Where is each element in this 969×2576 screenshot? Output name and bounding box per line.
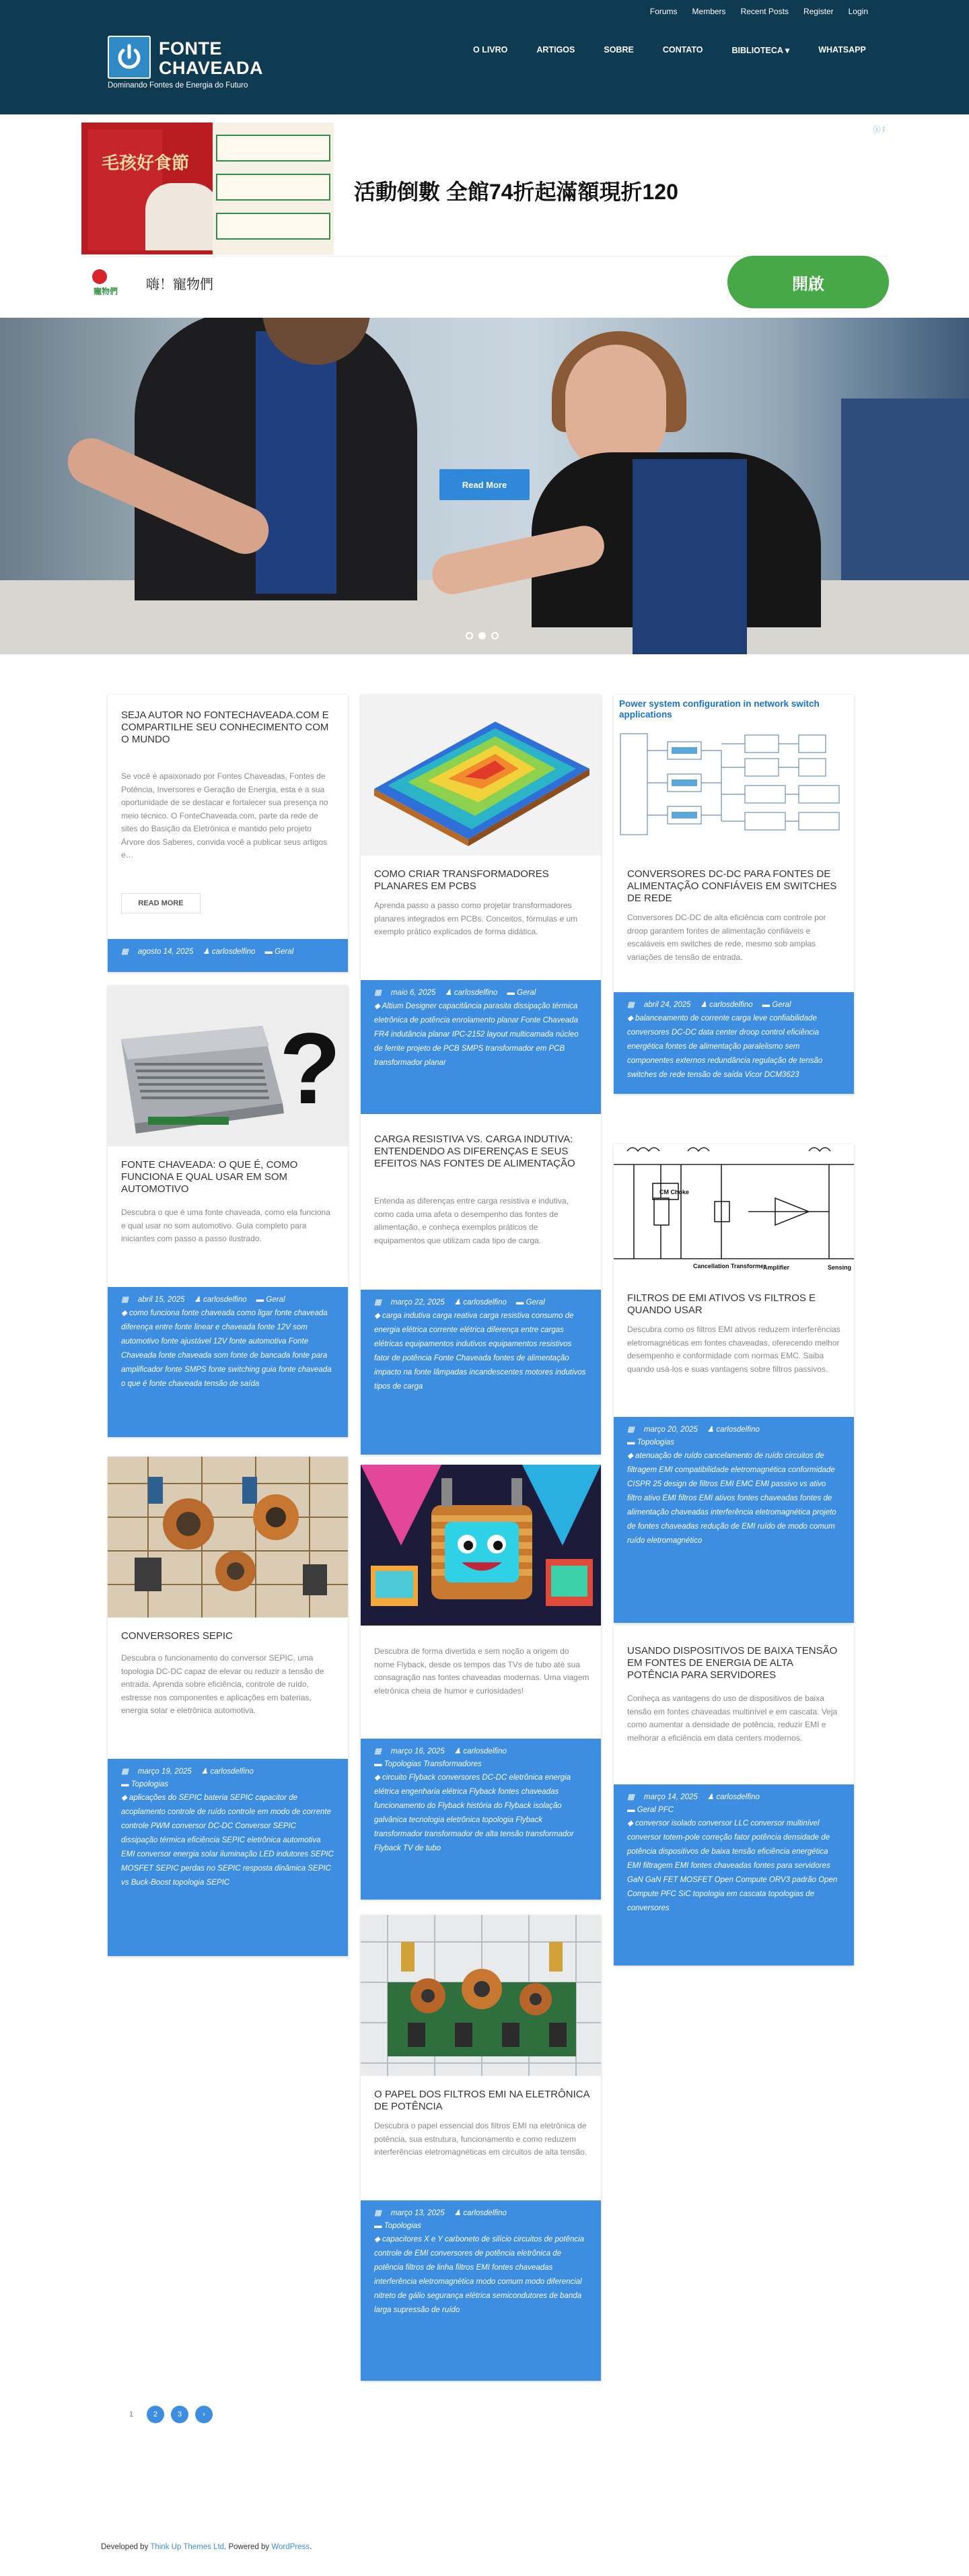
post-title[interactable]: COMO CRIAR TRANSFORMADORES PLANARES EM PCBS bbox=[374, 868, 549, 892]
post-tags[interactable]: ◆ capacitores X e Y carboneto de silício circuitos de potência controle de EMI conversores de potência eletrônica de potência filtros de linha filtros EMI fontes chaveadas interferência eletromagnética modo comum modo diferencial nitreto de gálio segurança elétrica semicondutores de banda larga supressão de ruído bbox=[374, 2235, 585, 2314]
folder-icon: ▬ bbox=[121, 1780, 131, 1788]
calendar-icon: ▦ bbox=[374, 1747, 382, 1755]
slider-dot[interactable] bbox=[491, 632, 499, 639]
slider-dot-active[interactable] bbox=[478, 632, 486, 639]
post-title[interactable]: O PAPEL DOS FILTROS EMI NA ELETRÔNICA DE POTÊNCIA bbox=[374, 2089, 589, 2112]
post-category[interactable]: Geral PFC bbox=[637, 1806, 674, 1814]
post-card bbox=[108, 1457, 348, 1956]
post-excerpt: Aprenda passo a passo como projetar transformadores planares integrados em PCBs. Conceitos, fórmulas e um exemplo prático explicados de forma didática. bbox=[374, 901, 578, 936]
user-icon: ♟ bbox=[454, 1747, 464, 1755]
top-link-register[interactable]: Register bbox=[803, 7, 834, 16]
user-icon: ♟ bbox=[203, 948, 212, 956]
post-meta bbox=[614, 1417, 854, 1623]
post-meta bbox=[614, 1784, 854, 1965]
post-meta bbox=[361, 1290, 601, 1455]
nav-whatsapp[interactable]: WHATSAPP bbox=[818, 45, 866, 55]
tag-icon: ◆ bbox=[627, 1819, 636, 1827]
post-date[interactable]: março 16, 2025 bbox=[390, 1747, 445, 1755]
folder-icon: ▬ bbox=[627, 1438, 637, 1447]
post-tags[interactable]: ◆ balanceamento de corrente carga leve confiabilidade conversores DC-DC data center droop control eficiência energética fontes de alimentação paralelismo sem componentes externos redundância regulação de tensão switches de rede tensão de saída Vicor DCM3623 bbox=[627, 1014, 823, 1079]
image-label: Cancellation Transformer bbox=[693, 1263, 766, 1269]
top-link-members[interactable]: Members bbox=[692, 7, 726, 16]
site-logo[interactable] bbox=[108, 36, 151, 79]
calendar-icon: ▦ bbox=[627, 1426, 635, 1434]
user-icon: ♟ bbox=[700, 1001, 710, 1009]
tag-icon: ◆ bbox=[374, 1774, 383, 1782]
tag-icon: ◆ bbox=[374, 1312, 383, 1320]
post-image[interactable] bbox=[361, 1465, 601, 1626]
page-current: 1 bbox=[129, 2410, 134, 2418]
top-link-recent-posts[interactable]: Recent Posts bbox=[740, 7, 789, 16]
post-date[interactable]: maio 6, 2025 bbox=[390, 989, 436, 997]
page-link[interactable]: 2 bbox=[147, 2406, 164, 2423]
folder-icon: ▬ bbox=[264, 948, 275, 956]
post-excerpt: Descubra como os filtros EMI ativos reduzem interferências eletromagnéticas em fontes chaveadas, oferecendo melhor desempenho e conformidade com normas EMC. Saiba quando usá-los e suas vantagens sobre filtros passivos. bbox=[627, 1325, 840, 1374]
post-category[interactable]: Topologias bbox=[131, 1780, 168, 1788]
folder-icon: ▬ bbox=[507, 989, 517, 997]
calendar-icon: ▦ bbox=[374, 2209, 382, 2217]
user-icon: ♟ bbox=[454, 1298, 464, 1307]
post-title[interactable]: SEJA AUTOR NO FONTECHAVEADA.COM E COMPARTILHE SEU CONHECIMENTO COM O MUNDO bbox=[121, 709, 329, 745]
slider-dots bbox=[466, 632, 499, 639]
ad-info-icon[interactable]: ⓘ ⁝ bbox=[873, 126, 885, 134]
post-image[interactable] bbox=[614, 695, 854, 856]
next-page-arrow-icon[interactable]: › bbox=[195, 2406, 213, 2423]
site-tagline: Dominando Fontes de Energia do Futuro bbox=[108, 81, 248, 90]
footer-link-thinkup[interactable]: Think Up Themes Ltd bbox=[150, 2543, 225, 2551]
post-category[interactable]: Topologias Transformadores bbox=[384, 1760, 482, 1768]
calendar-icon: ▦ bbox=[374, 1298, 382, 1307]
post-image[interactable] bbox=[614, 1144, 854, 1305]
ad-image[interactable]: 毛孩好食節 bbox=[81, 123, 334, 254]
post-author[interactable]: carlosdelfino bbox=[463, 1747, 507, 1755]
post-title[interactable]: CONVERSORES SEPIC bbox=[121, 1630, 233, 1642]
folder-icon: ▬ bbox=[762, 1001, 773, 1009]
read-more-button[interactable]: READ MORE bbox=[121, 893, 201, 913]
post-tags[interactable]: ◆ conversor isolado conversor LLC conversor multinível conversor totem-pole correção fator potência densidade de potência dispositivos de baixa tensão eficiência energética EMI filtragem EMI fontes chaveadas fontes para servidores GaN GaN FET MOSFET Open Compute ORV3 padrão Open Compute PFC SiC topologia em cascata topologias de conversores bbox=[627, 1819, 838, 1912]
pagination bbox=[122, 2406, 213, 2423]
post-author[interactable]: carlosdelfino bbox=[211, 948, 256, 956]
post-tags[interactable]: ◆ carga indutiva carga reativa carga resistiva consumo de energia elétrica corrente elétrica diferença entre cargas elétricas equipamentos indutivos equipamentos resistivos fator de potência Fonte Chaveada fontes de alimentação impacto na fonte lâmpadas incandescentes motores indutivos tipos de carga bbox=[374, 1312, 586, 1391]
ad-open-button[interactable]: 開啟 bbox=[727, 256, 889, 308]
calendar-icon: ▦ bbox=[627, 1001, 635, 1009]
user-icon: ♟ bbox=[454, 2209, 464, 2217]
calendar-icon: ▦ bbox=[121, 948, 129, 956]
post-meta bbox=[108, 1287, 348, 1437]
folder-icon: ▬ bbox=[515, 1298, 526, 1307]
post-card bbox=[361, 1915, 601, 2381]
post-tags[interactable]: ◆ aplicações do SEPIC bateria SEPIC capacitor de acoplamento controle de ruído controle em modo de corrente controle PWM conversor DC-DC Conversor SEPIC dissipação térmica eficiência SEPIC eletrônica automotiva EMI conversor energia solar iluminação LED indutores SEPIC MOSFET SEPIC perdas no SEPIC resposta dinâmica SEPIC vs Buck-Boost topologia SEPIC bbox=[121, 1794, 334, 1887]
post-excerpt: Descubra o papel essencial dos filtros EMI na eletrônica de potência, sua estrutura, funcionamento e como reduzem interferências eletromagnéticas em circuitos de alta tensão. bbox=[374, 2121, 587, 2157]
tag-icon: ◆ bbox=[374, 1002, 382, 1010]
top-link-forums[interactable]: Forums bbox=[649, 7, 678, 16]
post-image[interactable] bbox=[361, 695, 601, 856]
post-author[interactable]: carlosdelfino bbox=[716, 1793, 760, 1801]
post-card bbox=[361, 695, 601, 1114]
post-title[interactable]: CARGA RESISTIVA VS. CARGA INDUTIVA: ENTENDENDO AS DIFERENÇAS E SEUS EFEITOS NAS FONTES DE ALIMENTAÇÃO bbox=[374, 1134, 575, 1169]
post-card bbox=[361, 1114, 601, 1455]
calendar-icon: ▦ bbox=[121, 1296, 129, 1304]
slider-dot[interactable] bbox=[466, 632, 473, 639]
post-date[interactable]: março 19, 2025 bbox=[137, 1768, 192, 1776]
post-title[interactable]: CONVERSORES DC-DC PARA FONTES DE ALIMENTAÇÃO CONFIÁVEIS EM SWITCHES DE REDE bbox=[627, 868, 837, 904]
post-excerpt: Se você é apaixonado por Fontes Chaveadas, Fontes de Potência, Inversores e Geração de Energia, esta é a sua oportunidade de se destacar e fortalecer sua presença no meio técnico. O FonteChaveada.com, parte da rede de sites do Basição da Eletrônica e mantido pelo projeto Árvore dos Saberes, convida você a publicar seus artigos e… bbox=[121, 771, 328, 860]
ad-brand-logo: 寵物們 bbox=[91, 267, 130, 298]
folder-icon: ▬ bbox=[374, 1760, 384, 1768]
image-label: Sensing bbox=[828, 1264, 852, 1271]
user-icon: ♟ bbox=[707, 1426, 717, 1434]
post-category[interactable]: Geral bbox=[772, 1001, 791, 1009]
folder-icon: ▬ bbox=[627, 1806, 637, 1814]
image-label: CM Choke bbox=[659, 1189, 690, 1195]
post-meta bbox=[108, 1759, 348, 1956]
post-author[interactable]: carlosdelfino bbox=[709, 1001, 753, 1009]
post-image[interactable] bbox=[361, 1915, 601, 2076]
page-link[interactable]: 3 bbox=[171, 2406, 188, 2423]
post-author[interactable]: carlosdelfino bbox=[454, 989, 498, 997]
post-date[interactable]: agosto 14, 2025 bbox=[137, 948, 194, 956]
tag-icon: ◆ bbox=[121, 1309, 130, 1317]
ad-subtitle: 嗨！寵物們 bbox=[146, 277, 213, 292]
post-tags[interactable]: ◆ atenuação de ruído cancelamento de ruído circuitos de filtragem EMI compatibilidade eletromagnética conformidade CISPR 25 design de filtros EMI EMC EMI passivo vs ativo filtro ativo EMI filtros EMI ativos fontes chaveadas fontes de alimentação chaveadas interferência eletromagnética projeto de fontes chaveadas redução de EMI ruído de modo comum ruído eletromagnético bbox=[627, 1452, 836, 1545]
post-meta bbox=[614, 992, 854, 1094]
post-category[interactable]: Geral bbox=[275, 948, 294, 956]
post-category[interactable]: Geral bbox=[526, 1298, 545, 1307]
post-date[interactable]: março 20, 2025 bbox=[643, 1426, 698, 1434]
post-meta bbox=[108, 939, 348, 972]
post-card bbox=[108, 985, 348, 1437]
nav-contato[interactable]: CONTATO bbox=[662, 45, 703, 55]
post-meta bbox=[361, 2200, 601, 2381]
user-icon: ♟ bbox=[445, 989, 454, 997]
post-card bbox=[108, 695, 348, 972]
hero-read-more-button[interactable]: Read More bbox=[439, 469, 530, 500]
post-author[interactable]: carlosdelfino bbox=[716, 1426, 760, 1434]
post-title[interactable]: USANDO DISPOSITIVOS DE BAIXA TENSÃO EM FONTES DE ENERGIA DE ALTA POTÊNCIA PARA SERVIDORES bbox=[627, 1645, 838, 1681]
power-icon bbox=[113, 41, 145, 73]
main-nav bbox=[473, 45, 866, 55]
post-category[interactable]: Geral bbox=[266, 1296, 285, 1304]
post-card bbox=[614, 1626, 854, 1965]
post-author[interactable]: carlosdelfino bbox=[203, 1296, 247, 1304]
tag-icon: ◆ bbox=[627, 1014, 636, 1022]
post-date[interactable]: abril 15, 2025 bbox=[137, 1296, 185, 1304]
calendar-icon: ▦ bbox=[627, 1793, 635, 1801]
post-category[interactable]: Topologias bbox=[384, 2222, 421, 2230]
tag-icon: ◆ bbox=[627, 1452, 636, 1460]
post-author[interactable]: carlosdelfino bbox=[463, 1298, 507, 1307]
top-link-login[interactable]: Login bbox=[848, 7, 868, 16]
folder-icon: ▬ bbox=[256, 1296, 266, 1304]
image-title: Power system configuration in network switch applications bbox=[619, 699, 820, 720]
svg-text:?: ? bbox=[279, 1012, 341, 1125]
user-icon: ♟ bbox=[707, 1793, 717, 1801]
post-date[interactable]: março 14, 2025 bbox=[643, 1793, 698, 1801]
post-tags[interactable]: ◆ como funciona fonte chaveada como ligar fonte chaveada diferença entre fonte linear e chaveada fonte 12V som automotivo fonte ajustável 12V fonte automotiva Fonte Chaveada fonte chaveada som fonte de bancada fonte para amplificador fonte SMPS fonte switching guia fonte chaveada o que é fonte chaveada tensão de saída bbox=[121, 1309, 332, 1388]
site-title[interactable]: FONTE CHAVEADA bbox=[159, 38, 264, 78]
image-label: Amplifier bbox=[763, 1264, 790, 1271]
hero-slider bbox=[0, 318, 969, 654]
post-author[interactable]: carlosdelfino bbox=[210, 1768, 254, 1776]
post-date[interactable]: março 22, 2025 bbox=[390, 1298, 445, 1307]
post-card bbox=[614, 1144, 854, 1623]
post-excerpt: Conversores DC-DC de alta eficiência com controle por droop garantem fontes de alimentação confiáveis e escaláveis em switches de rede, mesmo sob amplas variações de tensão de entrada. bbox=[627, 913, 826, 962]
calendar-icon: ▦ bbox=[121, 1768, 129, 1776]
ad-headline[interactable]: 活動倒數 全館74折起滿額現折120 bbox=[354, 180, 678, 204]
post-title[interactable]: FILTROS DE EMI ATIVOS VS FILTROS E QUANDO USAR bbox=[627, 1292, 816, 1316]
post-excerpt: Descubra o que é uma fonte chaveada, como ela funciona e qual usar no som automotivo. Guia completo para iniciantes com passo a passo ilustrado. bbox=[121, 1208, 330, 1243]
nav-biblioteca[interactable]: BIBLIOTECA ▾ bbox=[731, 46, 790, 55]
post-card bbox=[361, 1465, 601, 1900]
post-title[interactable]: FONTE CHAVEADA: O QUE É, COMO FUNCIONA E QUAL USAR EM SOM AUTOMOTIVO bbox=[121, 1159, 298, 1195]
post-meta bbox=[361, 980, 601, 1114]
footer-credits: Developed by Think Up Themes Ltd. Powered by WordPress. bbox=[101, 2543, 312, 2551]
site-header bbox=[0, 0, 969, 114]
post-date[interactable]: abril 24, 2025 bbox=[643, 1001, 691, 1009]
tag-icon: ◆ bbox=[121, 1794, 130, 1802]
footer-link-wordpress[interactable]: WordPress bbox=[271, 2543, 310, 2551]
post-card bbox=[614, 695, 854, 1094]
post-image[interactable] bbox=[108, 985, 348, 1146]
user-icon: ♟ bbox=[201, 1768, 211, 1776]
post-tags[interactable]: ◆ circuito Flyback conversores DC-DC eletrônica energia elétrica engenharia elétrica Flyback fontes chaveadas funcionamento do Flyback história do Flyback isolação galvânica tecnologia eletrônica topologia Flyback transformador transformador de alta tensão transformador Flyback TV de tubo bbox=[374, 1774, 574, 1852]
top-links bbox=[650, 7, 868, 16]
post-meta bbox=[361, 1739, 601, 1900]
post-excerpt: Conheça as vantagens do uso de dispositivos de baixa tensão em fontes chaveadas multinível e em cascata. Veja como aumentar a densidade de potência, reduzir EMI e melhorar a eficiência em data centers modernos. bbox=[627, 1694, 838, 1743]
tag-icon: ◆ bbox=[374, 2235, 383, 2243]
post-excerpt: Descubra o funcionamento do conversor SEPIC, uma topologia DC-DC capaz de elevar ou reduzir a tensão de entrada. Aprenda sobre eficiência, controle de ruído, estresse nos componentes e aplicações em baterias, energia solar e eletrônica automotiva. bbox=[121, 1653, 324, 1715]
folder-icon: ▬ bbox=[374, 2222, 384, 2230]
user-icon: ♟ bbox=[194, 1296, 204, 1304]
nav-artigos[interactable]: ARTIGOS bbox=[536, 45, 575, 55]
post-category[interactable]: Geral bbox=[517, 989, 536, 997]
nav-sobre[interactable]: SOBRE bbox=[604, 45, 634, 55]
post-excerpt: Entenda as diferenças entre carga resistiva e indutiva, como cada uma afeta o desempenho das fontes de alimentação, e conheça exemplos práticos de equipamentos que utilizam cada tipo de carga. bbox=[374, 1196, 569, 1245]
post-excerpt: Descubra de forma divertida e sem noção a origem do nome Flyback, desde os tempos das TVs de tubo até sua consagração nas fontes chaveadas modernas. Uma viagem eletrônica cheia de humor e curiosidades! bbox=[374, 1646, 589, 1696]
post-tags[interactable]: ◆ Altium Designer capacitância parasita dissipação térmica eletrônica de potência enrolamento planar Fonte Chaveada FR4 indutância planar IPC-2152 layout multicamada núcleo de ferrite projeto de PCB SMPS transformador em PCB transformador planar bbox=[374, 1002, 579, 1067]
post-category[interactable]: Topologias bbox=[637, 1438, 674, 1447]
post-image[interactable] bbox=[108, 1457, 348, 1617]
calendar-icon: ▦ bbox=[374, 989, 382, 997]
post-author[interactable]: carlosdelfino bbox=[463, 2209, 507, 2217]
nav-o-livro[interactable]: O LIVRO bbox=[473, 45, 508, 55]
ad-banner[interactable] bbox=[81, 121, 888, 310]
post-date[interactable]: março 13, 2025 bbox=[390, 2209, 445, 2217]
